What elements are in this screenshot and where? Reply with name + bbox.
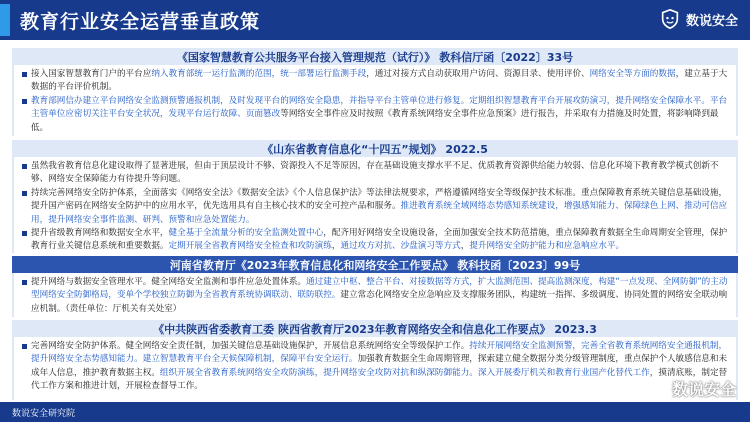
section-header-henan: 河南省教育厅《2023年教育信息化和网络安全工作要点》 教科技函〔2023〕99号	[12, 256, 738, 273]
highlighted-text: 健全基于全流量分析的安全监测处置中心	[168, 228, 324, 239]
highlighted-text: 网络安全等方面的数据	[589, 69, 676, 79]
body-text: 提升省级教育网络和数据安全水平，	[31, 228, 169, 239]
body-text: 建立常态化网络安全应急响应及支撑服务团队，构建统一指挥、多级调度、协同处置的网络安全联动响应机制。（责任单位：厅机关有关处室）	[31, 290, 728, 314]
footer-source: 数说安全研究院	[12, 408, 76, 419]
body-text: ，配齐用好网络安全设施设备，全面加强安全技术防范措施，重点保障教育数据全生命周期安全管理，保护教育行业关键信息系统和重要数据。	[31, 228, 728, 252]
bullet-item	[22, 227, 728, 253]
highlighted-text: 推进教育系统全域网络态势感知系统建设，增强感知能力、保障绿色上网、推动可信应用，提升网络安全事件监测、研判、预警和应急处置能力。	[31, 201, 728, 225]
brand-name: 数说安全	[685, 13, 738, 29]
title-accent-bar	[0, 4, 10, 36]
brand	[659, 8, 738, 30]
highlighted-text: 通过建立中枢、整合平台、对接数据等方式，扩大监测范围、提高监测深度，构建“一点发现、全网防御”的主动型网络安全防御格局，变单个学校独立防御为全省教育系统协调联动、联防联控。	[31, 277, 728, 301]
section-body-national	[12, 65, 738, 136]
highlighted-text: 通过攻方对抗、沙盘演习等方式	[340, 241, 461, 252]
bullet-item	[22, 160, 728, 187]
highlighted-text: 组织开展全省教育系统网络安全攻防演练，提升网络安全攻防对抗和纵深防御能力。深入开展委厅机关和教育行业国产化替代工作	[159, 367, 650, 378]
bullet-item	[22, 187, 728, 227]
section-body-shaanxi	[12, 337, 738, 400]
body-text: 虽然我省教育信息化建设取得了显著进展，但由于顶层设计不够、资源投入不足等原因，存在基础设施支撑水平不足、优质教育资源供给能力较弱、信息化环境下教育教学模式创新不够、网络安全保障能力有待提升等问题。	[31, 161, 719, 185]
body-text: 完善网络安全防护体系。健全网络安全责任制，加强关键信息基础设施保护，开展信息系统网络安全等级保护工作。	[31, 341, 470, 351]
body-text: 提升网络与数据安全管理水平。健全网络安全监测和事件应急处置体系。	[31, 277, 307, 287]
highlighted-text: 定期组织智慧教育平台开展攻防演习，提升网络安全保障水平。平台主管单位应密切关注平台安全状况，发现平台运行故障、页面篡改	[31, 95, 728, 120]
body-text: 持续完善网络安全防护体系，全面落实《网络安全法》《数据安全法》《个人信息保护法》等法律法规要求，严格遵循网络安全等级保护技术标准。重点保障教育系统关键信息基础设施，提升国产密码在网络安全防护中的应用水平，优先选用具有自主核心技术的安全可控产品和服务。	[31, 187, 728, 212]
page-title: 教育行业安全运营垂直政策	[20, 10, 261, 33]
bullet-item	[22, 68, 728, 95]
section-header-shaanxi: 《中共陕西省委教育工委 陕西省教育厅2023年教育网络安全和信息化工作要点》 2023.3	[12, 320, 738, 337]
watermark	[648, 377, 736, 400]
watermark-logo-icon	[648, 379, 668, 399]
highlighted-text: 提升网络安全防护能力和应急响应水平。	[469, 241, 625, 252]
highlighted-text: 定期开展全省教育网络安全检查和攻防演练	[168, 241, 332, 252]
title-bar	[0, 0, 750, 40]
highlighted-text: 持续开展网络安全监测预警，完善全省教育系统网络安全通报机制，提升网络安全态势感知能力。建立智慧教育平台全天候保障机制，保障平台安全运行。	[31, 341, 728, 365]
section-header-shandong: 《山东省教育信息化“十四五”规划》 2022.5	[12, 140, 738, 157]
body-text: 加强教育数据全生命周期管理，探索建立健全数据分类分级管理制度，重点保护个人敏感信息和未成年人信息，推护教育数据主权。	[31, 354, 728, 378]
watermark-text: 数说安全	[671, 380, 736, 399]
footer-bar	[0, 402, 750, 422]
body-text: 等网络安全事件应及时按照《教育系统网络安全事件应急预案》进行报告，并采取有力措施及时处置，将影响降到最低。	[31, 109, 719, 133]
bullet-item	[22, 95, 728, 135]
section-header-national: 《国家智慧教育公共服务平台接入管理规范（试行）》 教科信厅函〔2022〕33号	[12, 48, 738, 65]
body-text: ，建立基于大数据的平台评价机制。	[31, 69, 728, 93]
highlighted-text: 教育部网信办建立平台网络安全监测预警通报机制，及时发现平台的网络安全隐患，并指导平台主管单位进行修复。	[31, 95, 470, 106]
body-text: ，摸清底账，制定替代工作方案和推进计划，开展检查督导工作。	[31, 367, 728, 392]
body-text: 接入国家智慧教育门户的平台应	[31, 69, 152, 79]
highlighted-text: 纳入教育部统一运行监测的范围，统一部署运行监测手段	[151, 69, 367, 79]
section-body-shandong	[12, 157, 738, 253]
section-body-henan	[12, 273, 738, 317]
bullet-item	[22, 340, 728, 394]
body-text: ，	[460, 241, 470, 252]
bullet-item	[22, 276, 728, 316]
shield-face-logo-icon	[659, 8, 681, 30]
body-text: ，通过对接方式自动获取用户访问、资源目录、使用评价、	[366, 69, 590, 79]
body-text: ，	[331, 241, 341, 252]
